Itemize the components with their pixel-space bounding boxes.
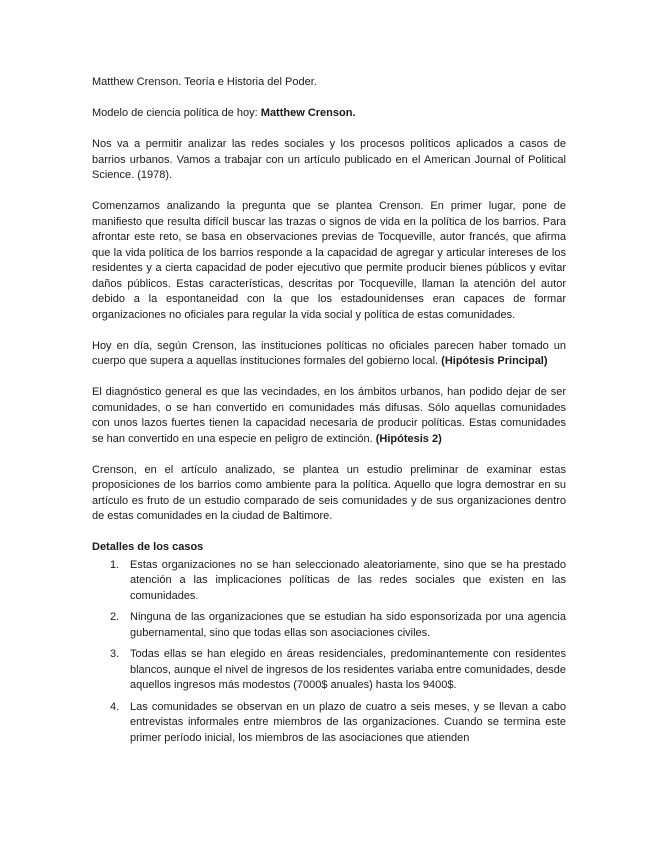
- list-text: Ninguna de las organizaciones que se estudian ha sido esponsorizada por una agencia gubernamental, sino que todas ellas son asociaciones civiles.: [130, 611, 566, 639]
- second-hypothesis-text: El diagnóstico general es que las vecindades, en los ámbitos urbanos, han podido dejar de ser comunidades, o se han convertido en comunidades más difusas. Sólo aquellas comunidades con unos lazos fuertes tienen la capacidad necesaria de producir políticas. Estas comunidades se han convertido en una especie en peligro de extinción.: [92, 386, 566, 445]
- list-text: Todas ellas se han elegido en áreas residenciales, predominantemente con residentes blancos, aunque el nivel de ingresos de los residentes variaba entre comunidades, desde aquellos ingresos más modestos (7000$ anuales) hasta los 9400$.: [130, 648, 567, 691]
- details-list: [92, 558, 566, 747]
- study-paragraph: Crenson, en el artículo analizado, se plantea un estudio preliminar de examinar estas proposiciones de los barrios como ambiente para la política. Aquello que logra demostrar en su artículo es fruto de un estudio comparado de seis comunidades y de sus organizaciones dentro de estas comunidades en la ciudad de Baltimore.: [92, 463, 566, 522]
- document-title: Matthew Crenson. Teoría e Historia del Poder.: [92, 76, 317, 88]
- subtitle-author: Matthew Crenson.: [260, 107, 356, 119]
- second-hypothesis-paragraph: [92, 385, 566, 447]
- list-text: Las comunidades se observan en un plazo de cuatro a seis meses, y se llevan a cabo entrevistas informales entre miembros de las organizaciones. Cuando se termina este primer período inicial, los miembros de las asociaciones que atienden: [130, 700, 566, 744]
- list-item: [92, 647, 566, 694]
- question-paragraph: Comenzamos analizando la pregunta que se plantea Crenson. En primer lugar, pone de manifiesto que resulta difícil buscar las trazas o signos de vida en la política de los barrios. Para afrontar este reto, se basa en observaciones previas de Tocqueville, autor francés, que afirma que la vida política de los barrios responde a la capacidad de agregar y articular intereses de los residentes y a cierta capacidad de poder ejecutivo que permite producir bienes públicos y evitar daños públicos. Estas características, descritas por Tocqueville, llaman la atención del autor debido a la espontaneidad con la que los estadounidenses eran capaces de formar organizaciones no oficiales para regular la vida social y política de estas comunidades.: [92, 200, 566, 321]
- intro-paragraph: Nos va a permitir analizar las redes sociales y los procesos políticos aplicados a casos de barrios urbanos. Vamos a trabajar con un artículo publicado en el American Journal of Political Science. (1978).: [92, 138, 566, 181]
- list-text: Estas organizaciones no se han seleccionado aleatoriamente, sino que se ha prestado atención a las implicaciones políticas de las redes sociales que existen en las comunidades.: [130, 558, 566, 602]
- main-hypothesis-text: Hoy en día, según Crenson, las instituciones políticas no oficiales parecen haber tomado un cuerpo que supera a aquellas instituciones formales del gobierno local.: [92, 339, 566, 367]
- list-item: [92, 558, 566, 605]
- document-page: [92, 75, 566, 752]
- list-number: 1.: [110, 558, 120, 571]
- main-hypothesis-label: (Hipótesis Principal): [441, 355, 548, 367]
- list-number: 4.: [110, 700, 120, 713]
- document-subtitle: [92, 106, 566, 122]
- list-item: [92, 610, 566, 641]
- subtitle-prefix: Modelo de ciencia política de hoy:: [92, 107, 261, 119]
- second-hypothesis-label: (Hipótesis 2): [375, 432, 442, 445]
- main-hypothesis-paragraph: [92, 339, 566, 370]
- list-number: 2.: [110, 611, 120, 623]
- list-number: 3.: [110, 648, 120, 660]
- list-item: [92, 700, 566, 747]
- details-heading: Detalles de los casos: [92, 541, 204, 553]
